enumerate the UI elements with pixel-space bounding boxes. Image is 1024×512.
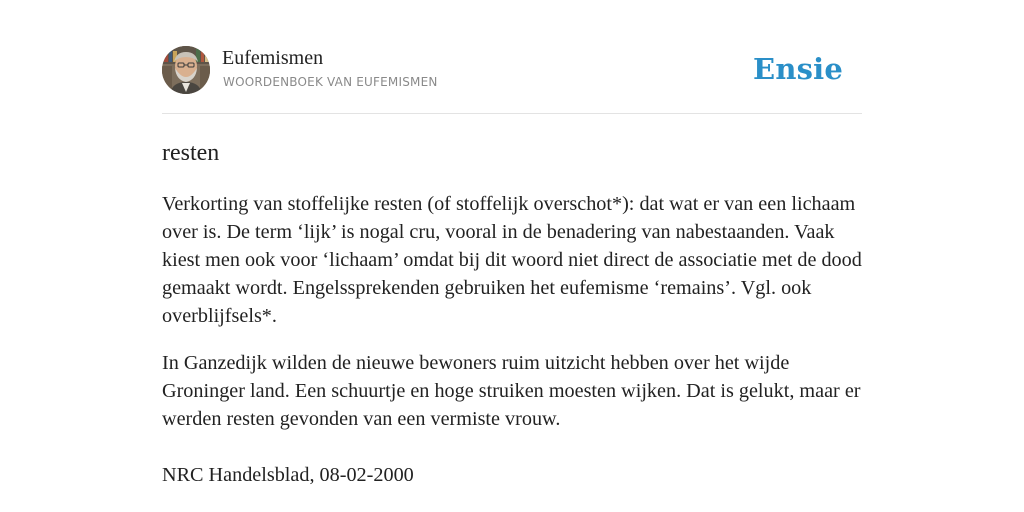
brand-logo[interactable]: Ensie (753, 52, 843, 86)
author-subtitle[interactable]: WOORDENBOEK VAN EUFEMISMEN (223, 75, 438, 89)
avatar-portrait-icon (162, 46, 210, 94)
entry-definition: Verkorting van stoffelijke resten (of stoffelijk overschot*): dat wat er van een lichaam over is. De term ‘lijk’ is nogal cru, vooral in de benadering van nabestaanden. Vaak kiest men ook voor ‘lichaam’ omdat bij dit woord niet direct de associatie met de dood gemaakt wordt. Engelssprekenden gebruiken het eufemisme ‘remains’. Vgl. ook overblijfsels*. (162, 193, 862, 327)
header-divider (162, 113, 862, 114)
avatar[interactable] (162, 46, 210, 94)
author-name[interactable]: Eufemismen (222, 47, 324, 69)
entry-source: NRC Handelsblad, 08-02-2000 (162, 464, 414, 486)
entry-title: resten (162, 140, 220, 166)
entry-example: In Ganzedijk wilden de nieuwe bewoners ruim uitzicht hebben over het wijde Groninger land. Een schuurtje en hoge struiken moesten wijken. Dat is gelukt, maar er werden resten gevonden van een vermiste vrouw. (162, 352, 861, 430)
entry-header (162, 46, 862, 96)
entry-card (162, 0, 862, 512)
